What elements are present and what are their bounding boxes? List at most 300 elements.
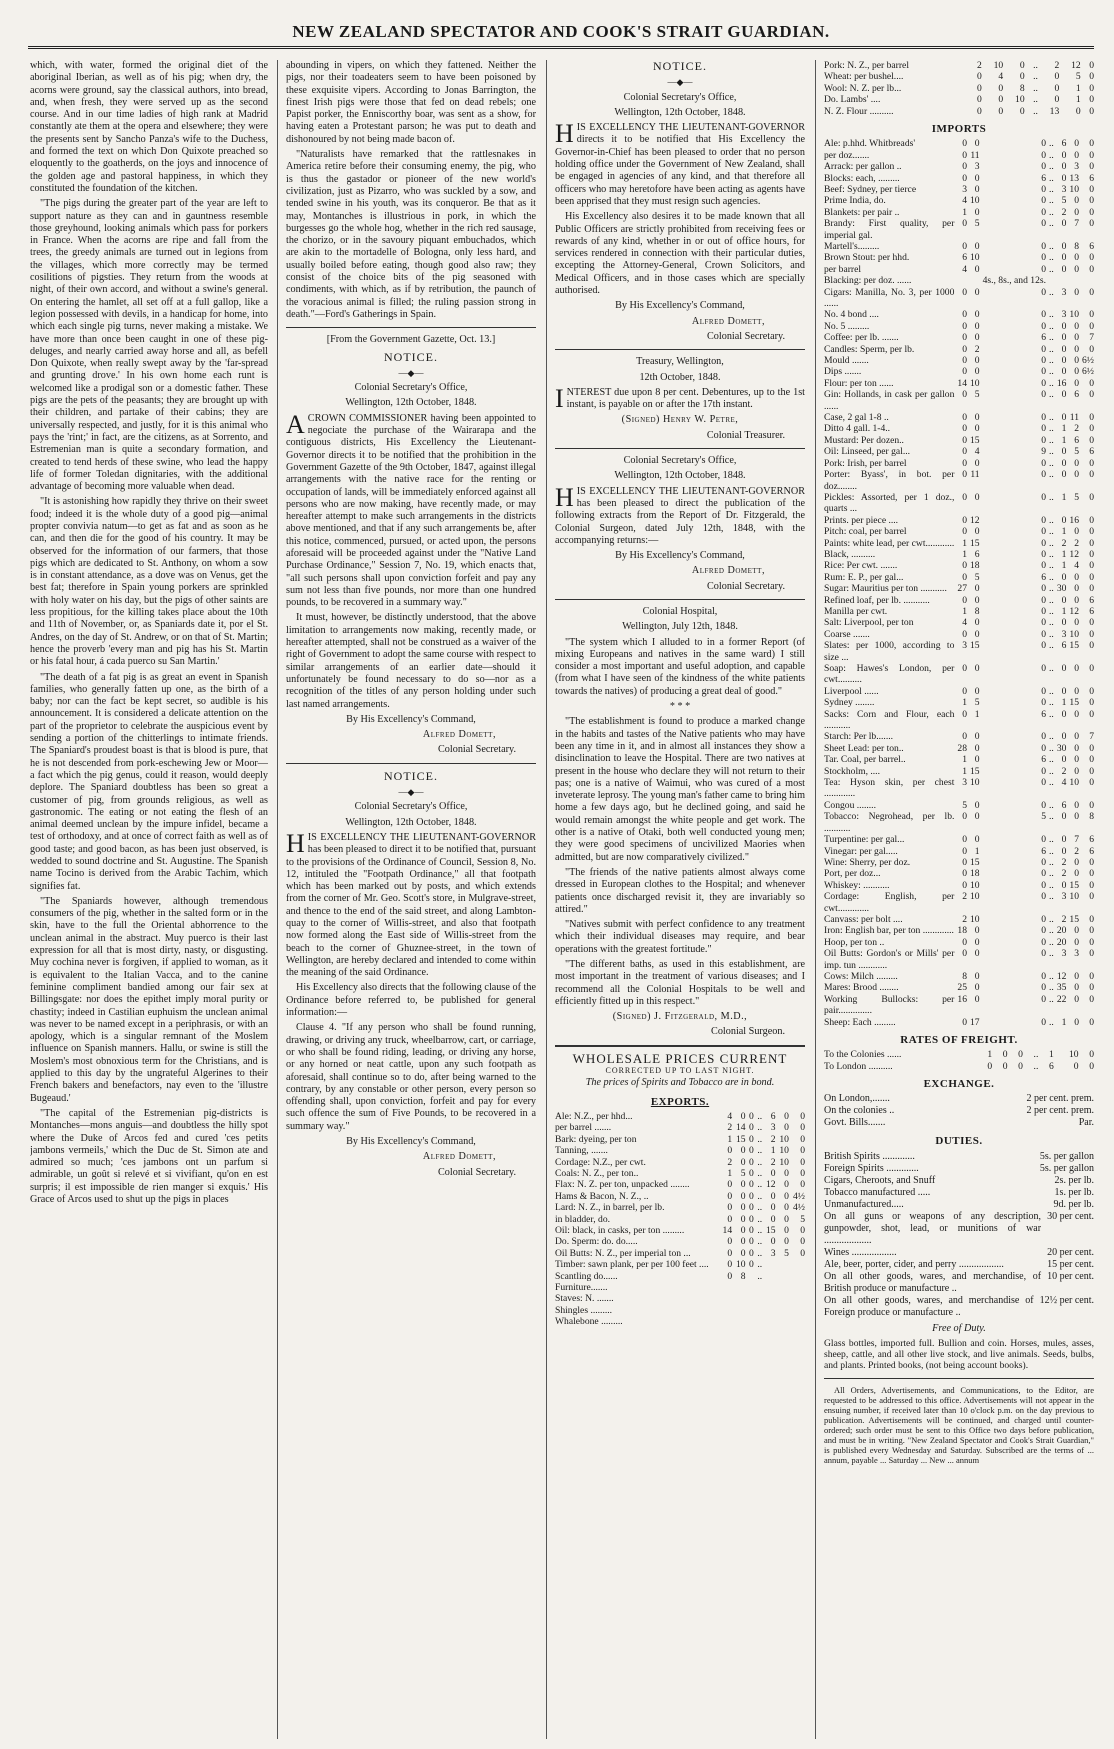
price-value: 0 <box>740 1110 746 1122</box>
price-item: Coffee: per lb. ....... <box>824 332 899 344</box>
price-value: 0 <box>1041 1016 1047 1028</box>
price-value: 0 <box>749 1145 754 1157</box>
price-value: 2 <box>1061 765 1067 777</box>
article-paragraph: "It is astonishing how rapidly they thrive on their sweet food; indeed it is the whole duty of a good pig—animal propter convivia natum—to get as fat and as soon as he can, and then die for the good of his country. It may be observed for the information of our farmers, that those pigs which are dedicated to St. Anthony, on whom a sow is in constant attendance, as a dove was on Venus, get the best fat; therefore in Spain young porkers are sprinkled with holy water on his day, but the pigs of other saints are less propitious, for the killing takes place about the 10th and 11th of November, or, as Spaniards date it, por el St. Andres, on the day of St. Andrew, or on that of St. Martin; hence the proverb 'every man and pig has his St. Martin or his fatal hour, á cada puerco su San Martin.' <box>30 496 268 668</box>
price-value: 6 <box>1089 172 1094 184</box>
price-value <box>762 1271 775 1282</box>
price-value: 0 <box>727 1202 733 1214</box>
price-value: 2 <box>727 1122 733 1134</box>
list-item <box>824 1093 1094 1105</box>
price-item: Starch: Per lb....... <box>824 731 894 743</box>
list-item-label: On all guns or weapons of any description, gunpowder, shot, lead, or munitions of war ................... <box>824 1210 1042 1246</box>
list-item <box>824 1211 1094 1247</box>
list-item-value: 9d. per lb. <box>1053 1198 1094 1210</box>
notice-body: HIS EXCELLENCY THE LIEUTENANT-GOVERNOR directs it to be notified that His Excellency the Governor-in-Chief has been pleased to order that no person holding office under the Government of New Zealand, shall be engaged in agencies of any kind, and that therefore all officers who may heretofore have been acting as agents have been apprised that they must resign such agencies. <box>555 119 805 207</box>
price-value: .. <box>1033 1060 1039 1072</box>
price-value: 4½ <box>793 1202 805 1214</box>
price-item: Cows: Milch ......... <box>824 970 898 982</box>
article-paragraph: "Naturalists have remarked that the rattlesnakes in America retire before their consuming enemy, the pig, who is thus the gastador or pioneer of the new world's civilization, just as Pizarro, who was suckled by a sow, and tended swine in his youth, was its conqueror. Be that as it may, Montanches is illustrious in pork, in which the burgesses go the whole hog, whether in the rich red sausage, the chorizo, or in the savoury piquant embuchados, which are akin to the mortadelle of Bologna, only less hard, and usually boiled before eating, though good also raw; they consist of the choice bits of the pig seasoned with condiments, with which, as if by retribution, the paunch of the voracious animal is filled; the ruling passion strong in death."—Ford's Gatherings in Spain. <box>286 149 536 320</box>
price-value: 0 <box>1061 469 1067 481</box>
price-value: .. <box>1049 799 1054 811</box>
price-value <box>719 1282 732 1293</box>
list-item-label: Ale, beer, porter, cider, and perry .................. <box>824 1258 1004 1270</box>
price-value <box>746 1305 754 1316</box>
price-value: 0 <box>1018 1060 1023 1072</box>
notice-body: HIS EXCELLENCY THE LIEUTENANT-GOVERNOR has been pleased to direct it to be notified that, pursuant to the provisions of the Ordinance of Council, Session 8, No. 12, intituled the "Footpath Ordinance," all that footpath which has been marked out by posts, and which extends from the corner of Mr. Geo. Scott's store, in Mulgrave-street, and thence to the end of the said street, and along Lambton-quay to the corner of Willis-street, and also that footpath now formed along the East side of Willis-street from the beach to the corner of Ghuznee-street, in the town of Wellington, are hereby declared and intended to come within the meaning of the said Ordinance. <box>286 828 536 979</box>
price-value <box>719 1293 732 1304</box>
price-value: 0 <box>784 1168 789 1179</box>
list-item-label: Cigars, Cheroots, and Snuff <box>824 1174 936 1186</box>
price-value: 6 <box>1061 799 1067 811</box>
price-row <box>824 948 1094 971</box>
price-value: 30 <box>1056 583 1067 595</box>
price-value: 0 <box>727 1270 733 1282</box>
list-item-value: 2s. per lb. <box>1054 1174 1094 1186</box>
price-value: 6 <box>1041 571 1047 583</box>
price-value: .. <box>1049 640 1054 652</box>
price-value <box>789 1316 805 1327</box>
price-value: 6 <box>1089 594 1094 606</box>
notice-role: Colonial Secretary. <box>707 580 785 592</box>
price-value: 0 <box>962 514 967 526</box>
price-value: 10 <box>969 879 980 891</box>
price-value: 0 <box>962 412 967 424</box>
column-2 <box>286 60 536 1741</box>
price-value: 0 <box>1089 491 1094 503</box>
price-row <box>824 549 1094 560</box>
price-value: 3 <box>770 1122 776 1134</box>
price-value: 1 <box>962 697 967 709</box>
price-value: 0 <box>1073 1060 1079 1072</box>
price-item: Refined loaf, per lb. ........... <box>824 594 930 606</box>
price-value: 0 <box>974 970 980 982</box>
price-value: 0 <box>962 628 967 640</box>
price-value: .. <box>1049 628 1054 640</box>
separator <box>286 327 536 328</box>
price-item: Cordage: English, per cwt............. <box>824 891 955 914</box>
price-value: 0 <box>962 856 967 868</box>
article-paragraph: "The Spaniards however, although tremendous consumers of the pig, whether in the salted form or in the skin, have to the full the Oriental abhorrence to the unclean animal in the abstract. Muy puerco is their last expression for all that is most dirty, nasty, or disgusting. Muy cochina never is forgiven, if applied to woman, as it is equivalent to the Italian Vacca, and to the canine feminine compliment bandied among our fair sex at Billingsgate: nor does the epithet imply moral purity or chastity; indeed in Castilian euphuism the unclean animal was never to be named except in a periphrasis, or with an apology, which is a singular remnant of the Moslem influence on Spanish manners. Hallu, or swine is still the Moslem's most obnoxious term for the Christians, and is applied to this day by the ungrateful Algerines to their French bakers and benefactors, nay even to the 'illustre Bugeaud.' <box>30 895 268 1104</box>
price-value: 0 <box>1074 594 1079 606</box>
price-value: 5 <box>962 799 967 811</box>
price-value: 0 <box>962 218 967 230</box>
price-value: 0 <box>1061 514 1067 526</box>
price-value: 0 <box>1002 1060 1008 1072</box>
price-value: 0 <box>1089 708 1094 720</box>
price-value: 0 <box>1019 105 1025 117</box>
price-value <box>762 1305 775 1316</box>
price-value: 1 <box>962 605 967 617</box>
price-value: 1 <box>727 1133 733 1145</box>
price-value: 10 <box>1015 94 1025 106</box>
price-value: 4 <box>727 1110 733 1122</box>
price-value: 0 <box>974 240 980 252</box>
column-3 <box>555 60 805 1741</box>
price-value: 8 <box>1089 811 1094 823</box>
price-row <box>555 1248 805 1259</box>
price-value: 0 <box>974 526 980 538</box>
price-item: Timber: sawn plank, per per 100 feet .... <box>555 1259 709 1271</box>
price-value: 0 <box>1074 970 1079 982</box>
price-value: 15 <box>969 640 980 652</box>
price-value: 8 <box>974 605 980 617</box>
price-value: .. <box>1049 183 1054 195</box>
price-row <box>824 880 1094 891</box>
price-row <box>824 458 1094 469</box>
price-value: 0 <box>1089 925 1094 937</box>
price-value: 27 <box>957 583 967 595</box>
price-item: Whiskey: ........... <box>824 879 890 891</box>
price-value: 7 <box>1074 218 1079 230</box>
price-value: 0 <box>1074 526 1079 538</box>
price-value: 0 <box>974 309 980 321</box>
price-value: 0 <box>727 1259 733 1271</box>
notice-title: NOTICE. <box>653 60 707 73</box>
price-row <box>824 925 1094 936</box>
price-value: .. <box>1049 377 1054 389</box>
column-divider <box>815 60 816 1739</box>
price-value: 5 <box>1061 195 1067 207</box>
article-paragraph: "The pigs during the greater part of the year are left to support nature as they can and in gauntness resemble those greyhound, looking animals which pass for porkers in France. When the acorns are ripe and fall from the trees, the greedy animals are turned out in legions from the villages, which more correctly may be termed cosilitions of pigsties. They return from the woods at night, of their own accord, and without a swine's general. On entering the hamlet, all set off at a full gallop, like a legion possessed with devils, in a handicap for home, into which each single pig turns, never making a mistake. We have more than once been caught in one of these pig-deluges, and nearly carried away horse and all, as befell Don Quixote, when really swept away by the 'far-spread and grunting drove.' In his own home each runt is welcomed like a prodigal son or a domestic father. These pigs are the pets of the peasants; they are brought up with their children, and partake of their cabins; they are universally respected, and justly, for it is this animal who pays the 'rint;' in fact, are the citizens, as at Sorrento, and Estremenian man is quite a secondary formation, and created to tend herds of these swine, who lead the happy life of former Toledan dignitaries, with the additional advantage of becoming more valuable when dead. <box>30 198 268 493</box>
publication-notes: All Orders, Advertisements, and Communications, to the Editor, are requested to be addressed to this office. Advertisements will not appear in the ensuing number, if received later than 10 o'clock p.m. on the day previous to publication. Advertisements will be continued, and charged until counter-ordered; such order must be sent to this Office two days before publication, and must be in writing. "New Zealand Spectator and Cook's Strait Guardian," is published every Wednesday and Saturday. Subscribed are the terms of ... annum, payable ... Saturday ... New ... annum <box>824 1384 1094 1465</box>
exchange-title: EXCHANGE. <box>923 1078 995 1091</box>
price-value: 0 <box>1041 628 1047 640</box>
price-item: Pork: N. Z., per barrel <box>824 60 909 71</box>
price-value: 6 <box>1041 172 1047 184</box>
notice-body: ACROWN COMMISSIONER having been appointed to negociate the purchase of the Wairarapa and the contiguous districts, His Excellency the Lieutenant-Governor directs it to be notified that the prohibition in the Government Gazette of the 9th October, 1847, against illegal arrangements with the native race for the renting or occupation of lands, will be immediately enforced against all persons who are now making, have recently made, or may hereafter attempt to make such arrangements in the districts above mentioned, and that if any such arrangements be, after this notice, commenced, pursued, or acted upon, the persons aforesaid will be proceeded against under the "Native Land Purchase Ordinance," Session 7, No. 19, which enacts that, "all such persons shall upon conviction forfeit and pay any sum not less than five pounds, nor more than one hundred pounds, to be recovered in a summary way." <box>286 409 536 609</box>
price-value: 0 <box>1041 149 1047 161</box>
price-item: Sheet Lead: per ton.. <box>824 742 904 754</box>
price-item: N. Z. Flour .......... <box>824 105 894 117</box>
price-value: 0 <box>962 936 967 948</box>
price-value: 3 <box>974 161 980 173</box>
price-value: 4 <box>962 617 967 629</box>
price-row <box>824 309 1094 320</box>
price-value: 0 <box>740 1202 746 1214</box>
price-value: 0 <box>962 868 967 880</box>
price-value: 0 <box>1089 252 1094 264</box>
price-row <box>824 412 1094 423</box>
price-value: 7 <box>1074 834 1079 846</box>
price-value: 25 <box>957 982 967 994</box>
price-value: 0 <box>962 491 967 503</box>
price-value: 10 <box>1069 1049 1079 1061</box>
price-value <box>789 1293 805 1304</box>
price-value: 0 <box>1074 457 1079 469</box>
notice-date: Wellington, 12th October, 1848. <box>614 106 746 118</box>
price-value: 1 <box>1061 526 1067 538</box>
price-item: per barrel <box>824 263 862 275</box>
price-value: 0 <box>1061 617 1067 629</box>
price-value: .. <box>1049 856 1054 868</box>
drop-cap: A <box>286 409 305 439</box>
price-row <box>824 914 1094 925</box>
price-value: 0 <box>1061 663 1067 675</box>
price-value: 0 <box>1089 286 1094 298</box>
price-value: 5 <box>974 389 980 401</box>
price-value: 0 <box>1089 868 1094 880</box>
price-value: 18 <box>969 868 980 880</box>
price-value: 0 <box>1041 263 1047 275</box>
price-value: 35 <box>1056 982 1067 994</box>
price-value: 0 <box>1041 286 1047 298</box>
price-value: 5 <box>740 1168 746 1179</box>
notice-command: By His Excellency's Command, <box>346 713 476 725</box>
price-row <box>824 184 1094 195</box>
price-value: 0 <box>800 1179 805 1191</box>
price-row <box>824 435 1094 446</box>
price-row <box>555 1179 805 1190</box>
price-row <box>824 697 1094 708</box>
price-value: 10 <box>779 1145 789 1157</box>
price-value: 0 <box>962 161 967 173</box>
price-item: Gin: Hollands, in cask per gallon ...... <box>824 389 955 412</box>
price-value: .. <box>757 1259 763 1271</box>
notice-role: Colonial Secretary. <box>438 744 516 756</box>
price-value: 0 <box>1061 708 1067 720</box>
price-value: 1 <box>1061 491 1067 503</box>
price-value: 0 <box>770 1168 776 1179</box>
price-value: 0 <box>1074 617 1079 629</box>
price-value: 0 <box>1061 149 1067 161</box>
price-value: .. <box>1049 172 1054 184</box>
notice-body: It must, however, be distinctly understood, that the above limitation to arrangements now making, recently made, or hereafter attempted, shall not be construed as a waiver of the right of Government to adopt the same course with respect to similar arrangements of an earlier date—should it unfortunately be found necessary to do so—nor as a recognition of the titles of any person holding under such last named arrangements. <box>286 612 536 710</box>
price-value: 2 <box>1061 913 1067 925</box>
price-value: 0 <box>1041 742 1047 754</box>
column-divider <box>546 60 547 1739</box>
price-row <box>824 71 1094 82</box>
price-value: .. <box>1049 777 1054 789</box>
price-row <box>824 937 1094 948</box>
price-row <box>824 526 1094 537</box>
price-value: 0 <box>1089 754 1094 766</box>
price-row <box>824 595 1094 606</box>
list-item-value: 15 per cent. <box>1047 1258 1094 1270</box>
price-value: .. <box>1033 105 1038 117</box>
price-value: 18 <box>969 560 980 572</box>
price-value: .. <box>1049 970 1054 982</box>
price-row <box>824 218 1094 241</box>
list-item <box>824 1199 1094 1211</box>
price-row <box>555 1282 805 1293</box>
price-value: .. <box>757 1236 763 1248</box>
price-value: 0 <box>1089 993 1094 1005</box>
price-value: 4 <box>974 446 980 458</box>
price-row <box>555 1259 805 1270</box>
price-value <box>762 1282 775 1293</box>
price-item: Canvass: per bolt .... <box>824 913 903 925</box>
price-value: 0 <box>1089 377 1094 389</box>
price-value: 0 <box>974 685 980 697</box>
price-value: 10 <box>779 1156 789 1168</box>
price-value: 0 <box>727 1236 733 1248</box>
price-value: 0 <box>1041 252 1047 264</box>
price-value: 0 <box>977 94 982 106</box>
price-item: Scantling do...... <box>555 1270 618 1282</box>
price-value: 0 <box>1089 94 1094 106</box>
price-value: 0 <box>1074 663 1079 675</box>
price-row <box>824 640 1094 663</box>
price-value: 12 <box>765 1179 776 1191</box>
price-value: 0 <box>1089 548 1094 560</box>
price-item: Congou ........ <box>824 799 876 811</box>
price-value: .. <box>1049 594 1054 606</box>
price-value <box>719 1305 732 1316</box>
price-value: 0 <box>800 1133 805 1145</box>
notice-body: Clause 4. "If any person who shall be found running, drawing, or driving any truck, wheelbarrow, cart, or carriage, or who shall be found riding, leading, or driving any horse, or any horned or neat cattle, upon any such footpath as aforesaid, shall continue so to do, after being warned to the contrary, by any constable or other person, every person so offending shall, upon conviction, forfeit and pay for every such offence the sum of Five Pounds, to be recovered in a summary way." <box>286 1022 536 1132</box>
list-item-value: 2 per cent. prem. <box>1026 1093 1094 1105</box>
price-value: 0 <box>1074 856 1079 868</box>
price-value: 2 <box>977 60 982 71</box>
price-item: To the Colonies ...... <box>824 1049 902 1061</box>
price-value: 0 <box>1089 765 1094 777</box>
price-value: 1 <box>1061 560 1067 572</box>
list-item-label: Foreign Spirits ............. <box>824 1162 919 1174</box>
price-item: Furniture....... <box>555 1282 608 1294</box>
price-value: 10 <box>1069 309 1079 321</box>
price-value: 0 <box>962 149 967 161</box>
price-value: 0 <box>974 138 980 150</box>
price-value: 0 <box>1089 309 1094 321</box>
price-value <box>789 1305 805 1316</box>
price-item: Candles: Sperm, per lb. <box>824 343 915 355</box>
price-value: .. <box>757 1110 763 1122</box>
price-value <box>954 275 967 286</box>
price-item: Pitch: coal, per barrel <box>824 526 907 538</box>
price-value: 0 <box>962 286 967 298</box>
price-row <box>824 1061 1094 1072</box>
price-value: 0 <box>1041 685 1047 697</box>
price-value: 3 <box>1061 286 1067 298</box>
price-value: 0 <box>1041 514 1047 526</box>
price-value: 0 <box>962 457 967 469</box>
list-item-value: Par. <box>1078 1117 1094 1129</box>
price-value: 0 <box>1041 891 1047 903</box>
price-row <box>824 389 1094 412</box>
price-value: 0 <box>962 343 967 355</box>
price-value: 0 <box>749 1213 754 1225</box>
price-value <box>762 1316 775 1327</box>
price-value <box>1054 275 1067 286</box>
price-item: Slates: per 1000, according to size ... <box>824 640 955 663</box>
price-value: 0 <box>974 754 980 766</box>
price-item: Bark: dyeing, per ton <box>555 1133 637 1145</box>
price-value: 3 <box>1061 628 1067 640</box>
list-item-value: 20 per cent. <box>1047 1246 1094 1258</box>
price-value: 0 <box>1089 343 1094 355</box>
price-value: 18 <box>957 925 967 937</box>
price-value: 0 <box>962 663 967 675</box>
price-value <box>1046 275 1054 286</box>
price-value: 12 <box>1071 60 1081 71</box>
price-value: 0 <box>727 1213 733 1225</box>
price-item: Case, 2 gal 1-8 .. <box>824 412 889 424</box>
price-item: Coals: N. Z., per ton.. <box>555 1168 639 1179</box>
price-item: Hoop, per ton .. <box>824 936 885 948</box>
exports-continued-table <box>824 60 1094 117</box>
notice-office: Colonial Secretary's Office, <box>354 801 468 813</box>
price-item: Brown Stout: per hhd. <box>824 252 910 264</box>
separator <box>555 599 805 600</box>
free-of-duty-title: Free of Duty. <box>932 1322 986 1334</box>
price-value <box>754 1305 762 1316</box>
price-value: 0 <box>1041 640 1047 652</box>
price-value: 0 <box>740 1225 746 1237</box>
price-value: 0 <box>1089 856 1094 868</box>
price-value: 0 <box>1061 263 1067 275</box>
price-row <box>824 492 1094 515</box>
notice-role: Colonial Secretary. <box>707 330 785 342</box>
price-value: .. <box>1049 149 1054 161</box>
price-value: 0 <box>962 731 967 743</box>
price-row <box>555 1134 805 1145</box>
price-value: 0 <box>1074 320 1079 332</box>
price-value: 0 <box>974 412 980 424</box>
freight-title: RATES OF FREIGHT. <box>900 1034 1018 1047</box>
notice-role: Colonial Treasurer. <box>706 429 785 441</box>
price-value: 6 <box>1061 138 1067 150</box>
report-paragraph: "The friends of the native patients almost always come dressed in European clothes to the Hospital; and whenever patients once discharged revisit it, they are invariably so attired." <box>555 866 805 915</box>
price-value: 0 <box>974 423 980 435</box>
price-value: 0 <box>1041 594 1047 606</box>
list-item-value: 1s. per lb. <box>1054 1186 1094 1198</box>
price-row <box>824 161 1094 172</box>
price-value: 0 <box>1061 879 1067 891</box>
price-value: 0 <box>1041 206 1047 218</box>
list-item-label: Tobacco manufactured ..... <box>824 1186 931 1198</box>
price-row <box>824 321 1094 332</box>
price-value: 0 <box>974 355 980 367</box>
list-item-value: 2 per cent. prem. <box>1026 1105 1094 1117</box>
price-row <box>824 252 1094 263</box>
price-value: 0 <box>962 834 967 846</box>
price-value: 1 <box>974 845 980 857</box>
price-value: 22 <box>1056 993 1067 1005</box>
price-value <box>746 1282 754 1293</box>
price-value: 5 <box>1075 71 1081 83</box>
article-paragraph: "The death of a fat pig is as great an event in Spanish families, who generally fatten up one, as the birth of a baby; nor can the fact be kept secret, so audible is his announcement. It is considered a delicate attention on the part of the proprietor to celebrate the auspicious event by sending a portion of the chitterlings to intimate friends. The Spaniard's proudest boast is that is blood is pure, that he is not descended from pork-eschewing Jew or Moor—a fact which the pig genus, could it reason, would deeply deplore. The Spaniard doubtless has been so great a customer of pig, from grounds religious, as well as gastronomic. The eating or not eating the flesh of an animal deemed unclean by the impure infidel, became a test of orthodoxy, and at once of correct faith as well as of good taste; and good bacon, as has been just observed, is wedded to sound doctrine and St. Augustine. The Spanish name Tocino is derived from the Arabic Tachim, which signifies fat. <box>30 671 268 892</box>
price-value: 0 <box>998 82 1004 94</box>
price-item: Manilla per cwt. <box>824 605 888 617</box>
price-row <box>555 1191 805 1202</box>
price-row <box>555 1157 805 1168</box>
price-value: 0 <box>1041 982 1047 994</box>
price-item: Beef: Sydney, per tierce <box>824 183 917 195</box>
price-value: 0 <box>784 1202 789 1214</box>
price-value: 0 <box>1074 583 1079 595</box>
price-row <box>824 971 1094 982</box>
price-value: .. <box>1049 195 1054 207</box>
notice-office: Colonial Secretary's Office, <box>623 455 737 467</box>
price-value: .. <box>1049 571 1054 583</box>
price-value: 0 <box>974 594 980 606</box>
price-value: 0 <box>800 1168 805 1179</box>
price-row <box>824 150 1094 161</box>
column-1 <box>30 60 268 1741</box>
price-value: 0 <box>1089 640 1094 652</box>
price-value: .. <box>1049 1016 1054 1028</box>
notice-signature: Alfred Domett, <box>422 1151 496 1163</box>
price-value: 0 <box>749 1259 754 1271</box>
price-value: 0 <box>1041 765 1047 777</box>
price-value: 0 <box>1089 161 1094 173</box>
price-value <box>789 1271 805 1282</box>
price-value: 7 <box>1089 332 1094 344</box>
price-row <box>824 617 1094 628</box>
price-value: 6½ <box>1082 355 1094 367</box>
price-value: 0 <box>1041 697 1047 709</box>
price-item: Wheat: per bushel.... <box>824 71 904 83</box>
